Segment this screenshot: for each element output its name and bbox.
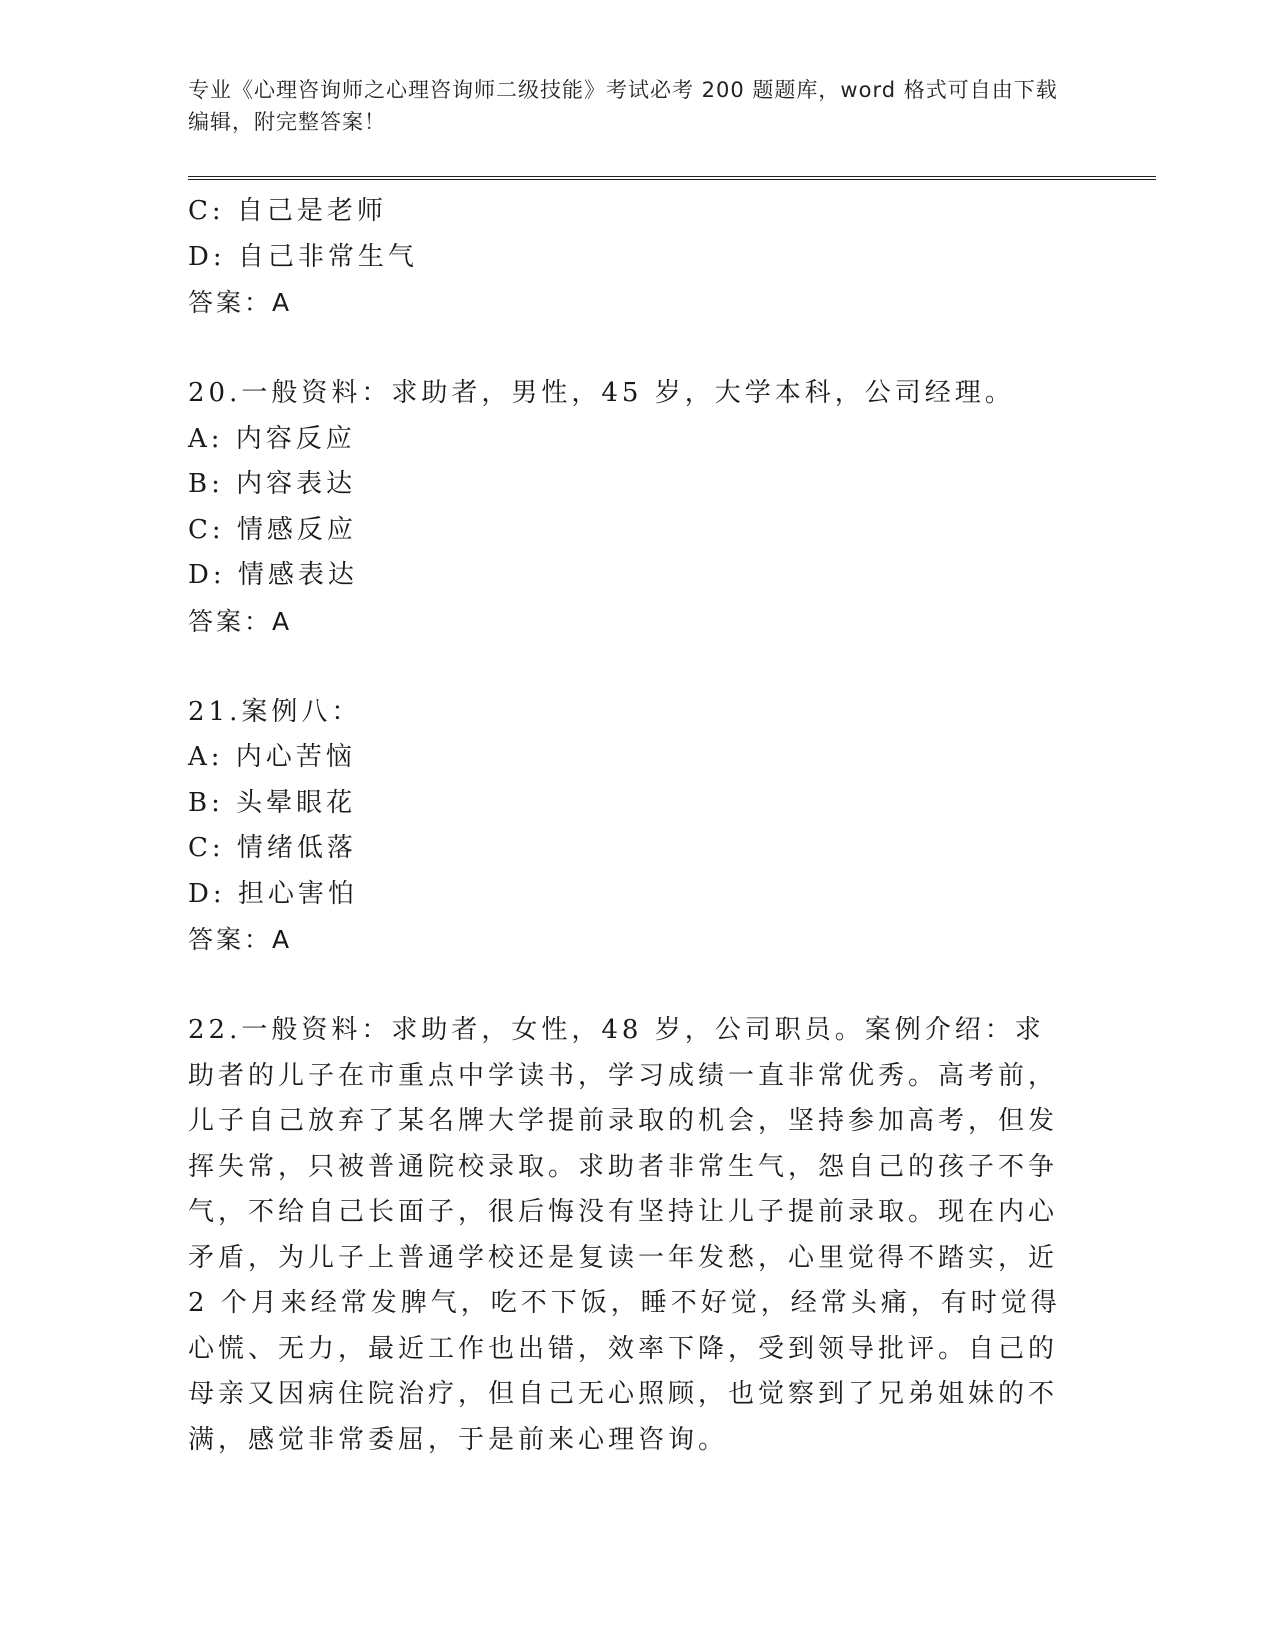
answer-line: 答案：A	[188, 925, 293, 954]
question-22	[188, 1008, 1098, 1463]
question-21	[188, 690, 1098, 963]
spacer	[188, 644, 1098, 690]
answer-line: 答案：A	[188, 288, 293, 317]
spacer	[188, 326, 1098, 372]
spacer	[188, 963, 1098, 1009]
option-a: A: 内心苦恼	[188, 742, 356, 772]
option-c: C: 情感反应	[188, 514, 357, 545]
option-a: A: 内容反应	[188, 423, 356, 454]
question-list	[188, 189, 1098, 1463]
option-d: D: 担心害怕	[188, 878, 358, 909]
question-19-tail	[188, 189, 1098, 326]
option-b: B: 头晕眼花	[188, 787, 357, 818]
option-b: B: 内容表达	[188, 469, 357, 499]
page-header: 专业《心理咨询师之心理咨询师二级技能》考试必考 200 题题库，word 格式可自由下载编辑，附完整答案！	[188, 78, 1058, 134]
answer-line: 答案：A	[188, 606, 293, 636]
question-stem: 21.案例八：	[188, 696, 362, 727]
option-d: D: 自己非常生气	[188, 241, 418, 272]
option-c: C: 自己是老师	[188, 196, 387, 226]
header-divider	[188, 176, 1156, 180]
option-c: C: 情绪低落	[188, 833, 357, 863]
question-stem: 22.一般资料：求助者，女性，48 岁，公司职员。案例介绍：求助者的儿子在市重点中学读书，学习成绩一直非常优秀。高考前，儿子自己放弃了某名牌大学提前录取的机会，坚持参加高考，但发挥失常，只被普通院校录取。求助者非常生气，怨自己的孩子不争气，不给自己长面子，很后悔没有坚持让儿子提前录取。现在内心矛盾，为儿子上普通学校还是复读一年发愁，心里觉得不踏实，近 2 个月来经常发脾气，吃不下饭，睡不好觉，经常头痛，有时觉得心慌、无力，最近工作也出错，效率下降，受到领导批评。自己的母亲又因病住院治疗，但自己无心照顾，也觉察到了兄弟姐妹的不满，感觉非常委屈，于是前来心理咨询。	[188, 1015, 1061, 1455]
question-stem: 20.一般资料：求助者，男性，45 岁，大学本科，公司经理。	[188, 378, 1015, 408]
option-d: D: 情感表达	[188, 560, 358, 590]
question-20	[188, 371, 1098, 644]
